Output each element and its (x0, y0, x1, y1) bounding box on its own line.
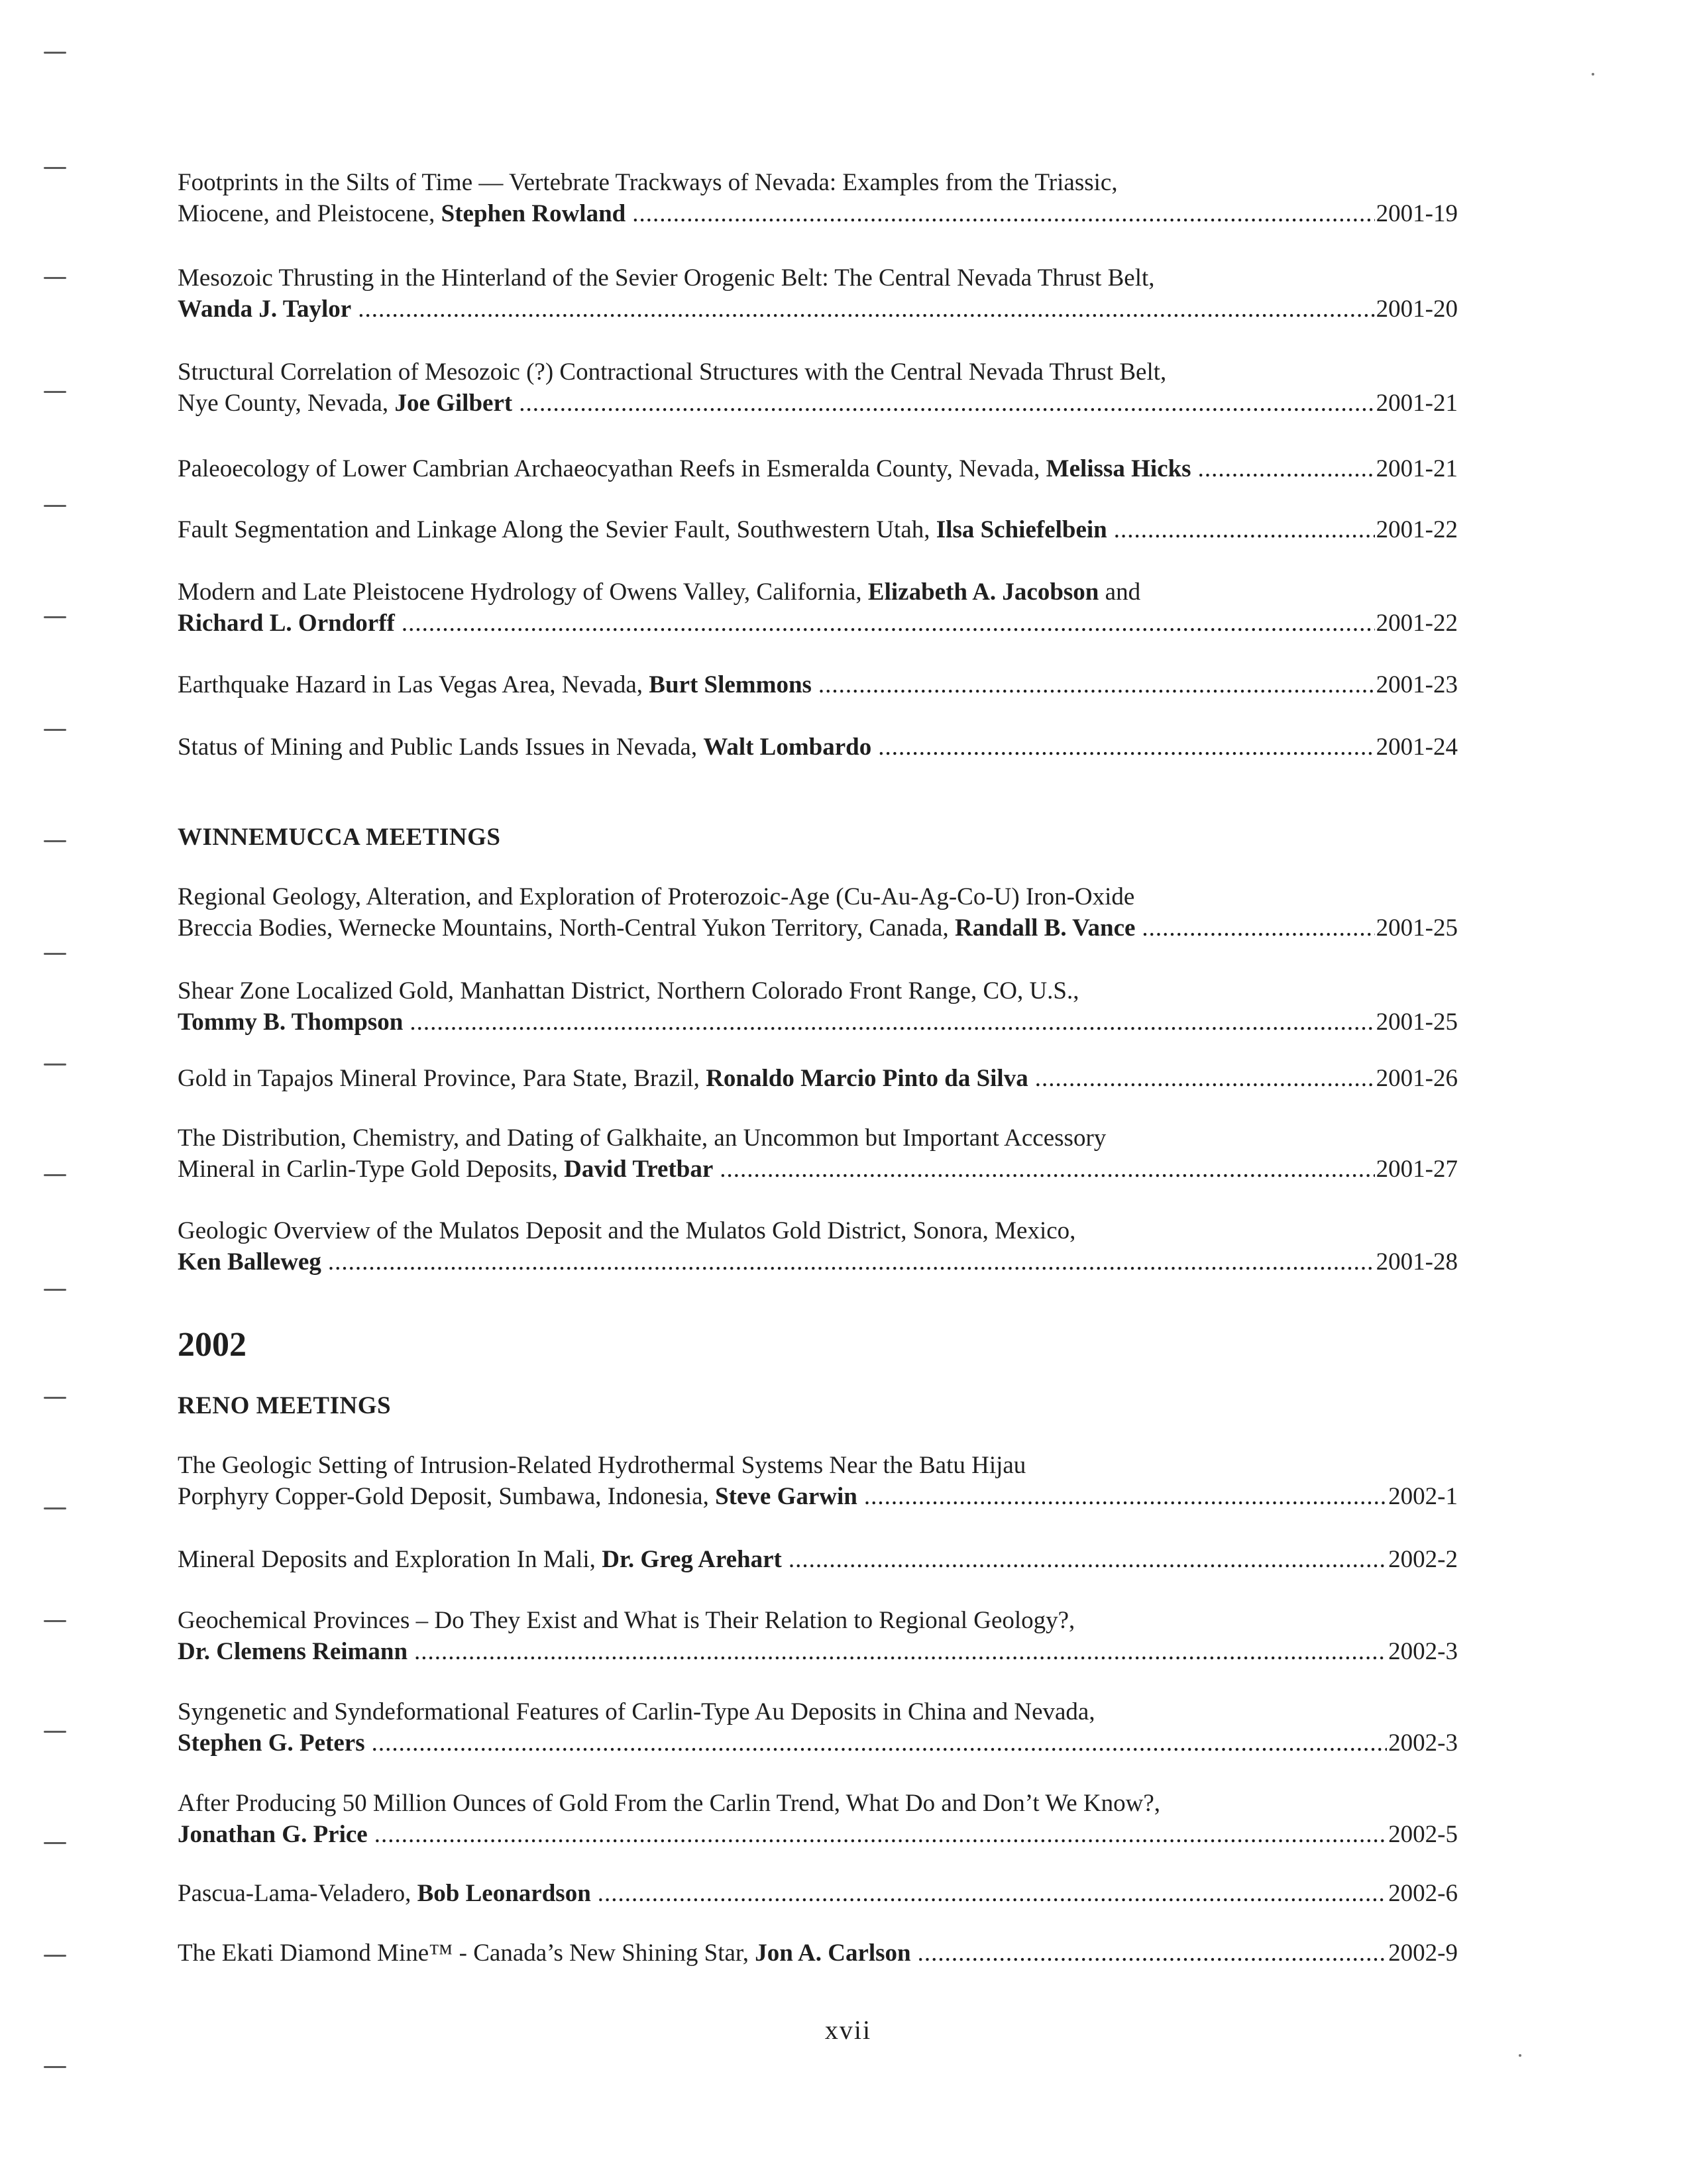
scan-mark (44, 840, 66, 842)
entry-author: Ronaldo Marcio Pinto da Silva (706, 1065, 1028, 1092)
entry-last-line (178, 1063, 1458, 1094)
scan-mark (44, 1620, 66, 1622)
entry-author: Dr. Clemens Reimann (178, 1638, 408, 1665)
entry-page: 2002-2 (1388, 1546, 1458, 1573)
leader-dots (374, 1819, 1387, 1850)
scan-mark (44, 729, 66, 731)
leader-dots (1035, 1063, 1375, 1094)
entry-title-author (178, 732, 871, 763)
entry-last-line (178, 294, 1458, 325)
entry-last-line (178, 453, 1458, 484)
leader-dots (720, 1154, 1374, 1185)
leader-dots (1114, 514, 1375, 545)
entry-title-author (178, 1154, 713, 1185)
entry-page: 2001-20 (1376, 296, 1458, 323)
toc-entry (178, 732, 1458, 763)
toc-entry (178, 1696, 1458, 1759)
entry-title-author (178, 1246, 321, 1278)
entry-author: Melissa Hicks (1046, 455, 1191, 482)
toc-entry (178, 1544, 1458, 1575)
entry-author: Jon A. Carlson (755, 1939, 911, 1967)
section-heading: WINNEMUCCA MEETINGS (178, 824, 501, 851)
entry-page: 2001-28 (1376, 1248, 1458, 1276)
entry-title-author (178, 669, 812, 700)
leader-dots (918, 1938, 1388, 1969)
scan-mark (44, 1289, 66, 1291)
toc-entry (178, 167, 1458, 229)
entry-title-line1-wrap (178, 576, 1458, 608)
entry-title-author (178, 1878, 591, 1909)
entry-last-line (178, 1878, 1458, 1909)
entry-last-line (178, 388, 1458, 419)
entry-title-author (178, 912, 1135, 944)
entry-title-line1: Syngenetic and Syndeformational Features of Carlin-Type Au Deposits in China and Nevada, (178, 1698, 1095, 1725)
scan-mark (44, 277, 66, 279)
entry-author: Dr. Greg Arehart (602, 1546, 782, 1573)
toc-entry (178, 1122, 1458, 1185)
entry-title-line1-tail: and (1105, 578, 1141, 606)
entry-last-line (178, 669, 1458, 700)
entry-last-line (178, 732, 1458, 763)
toc-entry (178, 1063, 1458, 1094)
scan-mark (44, 1174, 66, 1176)
toc-entry (178, 881, 1458, 944)
entry-title-line1: Shear Zone Localized Gold, Manhattan District, Northern Colorado Front Range, CO, U.S., (178, 977, 1079, 1005)
entry-page: 2002-3 (1388, 1638, 1458, 1665)
scan-mark (44, 167, 66, 169)
entry-page: 2001-22 (1376, 610, 1458, 637)
entry-title-line1: Modern and Late Pleistocene Hydrology of Owens Valley, California, (178, 578, 862, 606)
toc-entry (178, 453, 1458, 484)
leader-dots (1198, 453, 1375, 484)
entry-last-line (178, 912, 1458, 944)
scan-mark (44, 1842, 66, 1844)
leader-dots (328, 1246, 1375, 1278)
entry-title-line1: Geochemical Provinces – Do They Exist and What is Their Relation to Regional Geology?, (178, 1607, 1075, 1634)
entry-page: 2001-21 (1376, 455, 1458, 482)
entry-last-line (178, 1246, 1458, 1278)
entry-page: 2001-26 (1376, 1065, 1458, 1092)
toc-entry (178, 576, 1458, 639)
leader-dots (519, 388, 1374, 419)
entry-page: 2002-9 (1388, 1939, 1458, 1967)
entry-page: 2002-3 (1388, 1729, 1458, 1757)
entry-title-line1: Mesozoic Thrusting in the Hinterland of the Sevier Orogenic Belt: The Central Nevada Thrust Belt, (178, 264, 1155, 292)
toc-entry (178, 1878, 1458, 1909)
entry-title-line2: Fault Segmentation and Linkage Along the Sevier Fault, Southwestern Utah, (178, 516, 930, 543)
entry-last-line (178, 1154, 1458, 1185)
leader-dots (598, 1878, 1387, 1909)
leader-dots (358, 294, 1374, 325)
entry-page: 2001-22 (1376, 516, 1458, 543)
scan-mark (44, 616, 66, 618)
scan-mark (44, 391, 66, 393)
leader-dots (878, 732, 1374, 763)
leader-dots (410, 1007, 1374, 1038)
entry-last-line (178, 198, 1458, 229)
scan-mark (44, 1397, 66, 1399)
entry-title-line2: Pascua-Lama-Veladero, (178, 1880, 411, 1907)
entry-title-line1: Structural Correlation of Mesozoic (?) Contractional Structures with the Central Nevada Thrust Belt, (178, 358, 1167, 386)
entry-title-line2: Gold in Tapajos Mineral Province, Para State, Brazil, (178, 1065, 700, 1092)
entry-last-line (178, 1636, 1458, 1667)
leader-dots (372, 1727, 1388, 1759)
entry-page: 2001-24 (1376, 734, 1458, 761)
entry-title-line2: Status of Mining and Public Lands Issues in Nevada, (178, 734, 698, 761)
leader-dots (402, 608, 1375, 639)
entry-page: 2001-25 (1376, 914, 1458, 942)
entry-author: Richard L. Orndorff (178, 610, 395, 637)
entry-title-line2: Breccia Bodies, Wernecke Mountains, North-Central Yukon Territory, Canada, (178, 914, 949, 942)
entry-title-author (178, 1007, 403, 1038)
entry-title-line1: Regional Geology, Alteration, and Exploration of Proterozoic-Age (Cu-Au-Ag-Co-U) Iron-Oxide (178, 883, 1135, 910)
entry-title-line1: The Geologic Setting of Intrusion-Related Hydrothermal Systems Near the Batu Hijau (178, 1452, 1026, 1479)
entry-author: Bob Leonardson (417, 1880, 591, 1907)
entry-title-line2: The Ekati Diamond Mine™ - Canada’s New Shining Star, (178, 1939, 749, 1967)
entry-title-author (178, 1063, 1028, 1094)
leader-dots (1142, 912, 1374, 944)
toc-entry (178, 1215, 1458, 1278)
entry-title-line1: The Distribution, Chemistry, and Dating of Galkhaite, an Uncommon but Important Accessory (178, 1124, 1107, 1152)
leader-dots (414, 1636, 1387, 1667)
entry-author: Stephen Rowland (441, 200, 626, 227)
entry-author: Ilsa Schiefelbein (936, 516, 1107, 543)
scan-speck (1519, 2054, 1521, 2057)
entry-author: Wanda J. Taylor (178, 296, 352, 323)
leader-dots (632, 198, 1374, 229)
entry-title-author (178, 388, 512, 419)
scan-mark (44, 1507, 66, 1509)
entry-title-author (178, 1727, 365, 1759)
entry-title-author (178, 294, 351, 325)
entry-author: Stephen G. Peters (178, 1729, 365, 1757)
entry-title-author (178, 1819, 368, 1850)
entry-author: Walt Lombardo (703, 734, 872, 761)
entry-author: Tommy B. Thompson (178, 1009, 404, 1036)
leader-dots (864, 1481, 1387, 1512)
entry-title-author (178, 198, 626, 229)
entry-page: 2002-5 (1388, 1821, 1458, 1848)
entry-title-line2: Mineral Deposits and Exploration In Mali, (178, 1546, 596, 1573)
entry-last-line (178, 608, 1458, 639)
scan-mark (44, 505, 66, 507)
toc-entry (178, 514, 1458, 545)
entry-title-line1: Footprints in the Silts of Time — Vertebrate Trackways of Nevada: Examples from the Triassic, (178, 169, 1118, 196)
page-number: xvii (824, 2015, 872, 2045)
entry-title-author (178, 1636, 408, 1667)
entry-page: 2002-6 (1388, 1880, 1458, 1907)
toc-entry (178, 1450, 1458, 1512)
entry-page: 2001-25 (1376, 1009, 1458, 1036)
entry-author: David Tretbar (564, 1156, 714, 1183)
section-heading: RENO MEETINGS (178, 1392, 392, 1419)
entry-title-line2: Paleoecology of Lower Cambrian Archaeocyathan Reefs in Esmeralda County, Nevada, (178, 455, 1040, 482)
leader-dots (818, 669, 1375, 700)
entry-page: 2001-19 (1376, 200, 1458, 227)
entry-last-line (178, 1544, 1458, 1575)
entry-title-line2: Mineral in Carlin-Type Gold Deposits, (178, 1156, 558, 1183)
entry-author: Jonathan G. Price (178, 1821, 368, 1848)
scan-mark (44, 1731, 66, 1733)
scan-mark (44, 953, 66, 955)
entry-page: 2001-27 (1376, 1156, 1458, 1183)
entry-author: Burt Slemmons (649, 671, 812, 698)
leader-dots (789, 1544, 1387, 1575)
toc-entry (178, 1788, 1458, 1850)
entry-title-author (178, 1938, 911, 1969)
entry-page: 2001-23 (1376, 671, 1458, 698)
scan-mark (44, 52, 66, 54)
entry-last-line (178, 1007, 1458, 1038)
entry-title-line1: After Producing 50 Million Ounces of Gold From the Carlin Trend, What Do and Don’t We Know?, (178, 1790, 1161, 1817)
scan-mark (44, 2066, 66, 2068)
entry-title-line2: Nye County, Nevada, (178, 390, 389, 417)
entry-last-line (178, 514, 1458, 545)
entry-title-author (178, 1544, 782, 1575)
entry-author: Randall B. Vance (954, 914, 1136, 942)
toc-entry (178, 1938, 1458, 1969)
entry-last-line (178, 1938, 1458, 1969)
toc-entry (178, 975, 1458, 1038)
scan-mark (44, 1955, 66, 1957)
entry-title-author (178, 514, 1107, 545)
entry-title-author (178, 1481, 857, 1512)
year-heading: 2002 (178, 1326, 246, 1364)
entry-title-author (178, 453, 1191, 484)
entry-page: 2002-1 (1388, 1483, 1458, 1510)
entry-title-line2: Miocene, and Pleistocene, (178, 200, 435, 227)
entry-title-line2: Earthquake Hazard in Las Vegas Area, Nevada, (178, 671, 643, 698)
entry-title-line2: Porphyry Copper-Gold Deposit, Sumbawa, Indonesia, (178, 1483, 709, 1510)
entry-page: 2001-21 (1376, 390, 1458, 417)
entry-author: Steve Garwin (715, 1483, 857, 1510)
entry-last-line (178, 1481, 1458, 1512)
entry-last-line (178, 1727, 1458, 1759)
entry-coauthor: Elizabeth A. Jacobson (867, 578, 1099, 606)
entry-last-line (178, 1819, 1458, 1850)
scan-speck (1592, 73, 1594, 76)
entry-author: Ken Balleweg (178, 1248, 321, 1276)
toc-entry (178, 1605, 1458, 1667)
toc-entry (178, 356, 1458, 419)
entry-author: Joe Gilbert (394, 390, 513, 417)
scan-mark (44, 1064, 66, 1065)
toc-entry (178, 262, 1458, 325)
entry-title-line1: Geologic Overview of the Mulatos Deposit and the Mulatos Gold District, Sonora, Mexico, (178, 1217, 1076, 1244)
entry-title-author (178, 608, 395, 639)
toc-entry (178, 669, 1458, 700)
